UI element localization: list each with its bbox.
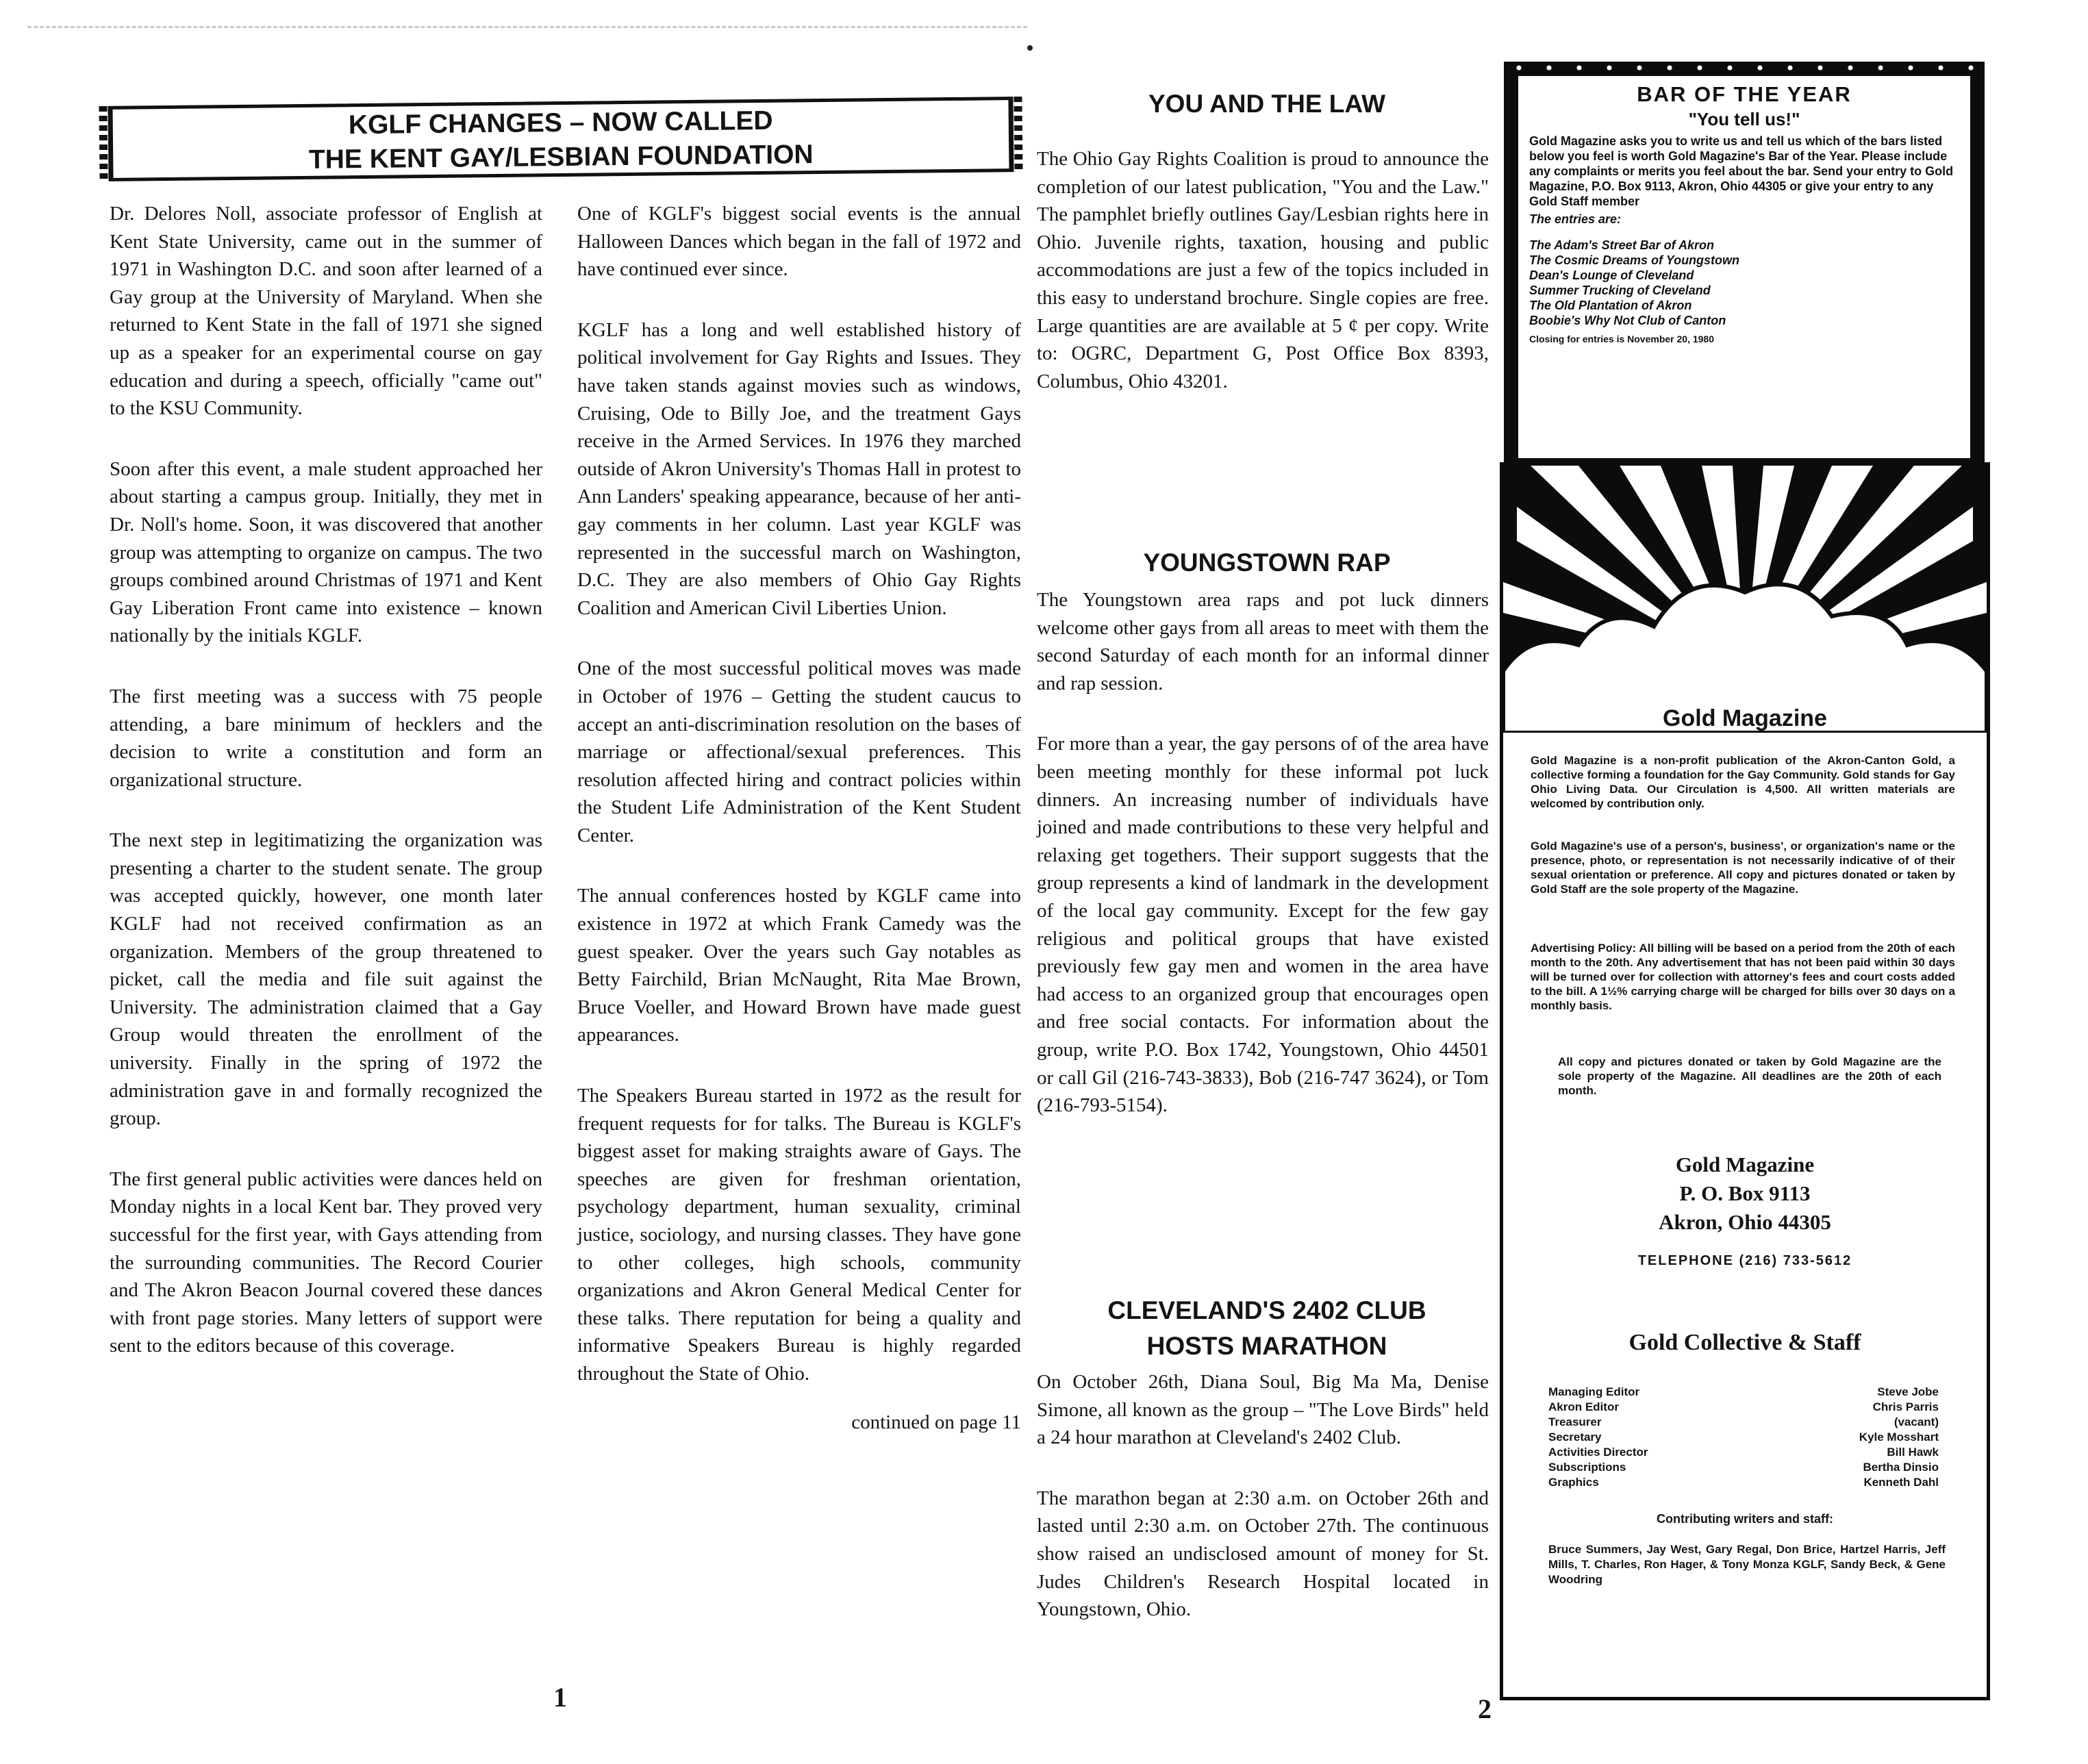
contributors-label: Contributing writers and staff: [1657, 1512, 1833, 1526]
bar-of-the-year-box [1504, 62, 1985, 473]
staff-row [1548, 1475, 1939, 1490]
staff-list [1548, 1385, 1939, 1490]
gold-telephone: TELEPHONE (216) 733-5612 [1637, 1253, 1852, 1268]
left-column-1 [110, 200, 542, 1393]
staff-role: Managing Editor [1548, 1385, 1640, 1398]
law-article [1037, 145, 1489, 428]
address-city: Akron, Ohio 44305 [1659, 1210, 1831, 1234]
bar-of-the-year-panel [1516, 74, 1972, 460]
gold-magazine-masthead-box [1500, 462, 1990, 1700]
staff-row [1548, 1385, 1939, 1400]
staff-row [1548, 1400, 1939, 1415]
gold-description: Gold Magazine is a non-profit publication of the Akron-Canton Gold, a collective forming a foundation for the Gay Community. Gold stands for Gay Ohio Living Data. Our Circulation is 4,500. All written materials are welcomed by contribution only. [1531, 754, 1955, 810]
staff-row [1548, 1460, 1939, 1475]
staff-name: Chris Parris [1872, 1400, 1939, 1413]
bar-entry: Summer Trucking of Cleveland [1529, 284, 1711, 297]
bar-of-the-year-subtitle: "You tell us!" [1688, 109, 1800, 129]
col1-paragraph: Dr. Delores Noll, associate professor of English at Kent State University, came out in the summer of 1971 in Washington D.C. and soon after learned of a Gay group at the University of Maryland. When she returned to Kent State in the fall of 1971 she signed up as a speaker for an experimental course on gay education and during a speech, officially "came out" to the KSU Community. [110, 203, 542, 420]
address-box: P. O. Box 9113 [1679, 1181, 1811, 1205]
banner-line-1: KGLF CHANGES – NOW CALLED [348, 105, 773, 140]
club-article [1037, 1368, 1489, 1656]
club-paragraph: The marathon began at 2:30 a.m. on October 26th and lasted until 2:30 a.m. on October 27th. The continuous show raised an undisclosed amount of money for St. Judes Children's Research Hospital located in Youngstown, Ohio. [1037, 1487, 1489, 1621]
bar-entry: The Old Plantation of Akron [1529, 299, 1692, 312]
decorative-dot-border-top [1504, 62, 1985, 74]
law-text: The Ohio Gay Rights Coalition is proud to announce the completion of our latest publication, "You and the Law." The pamphlet briefly outlines Gay/Lesbian rights here in Ohio. Juvenile rights, taxation, housing and public accommodations are just a few of the topics included in this easy to understand brochure. Single copies are free. Large quantities are are available at 5 ¢ per copy. Write to: OGRC, Department G, Post Office Box 8393, Columbus, Ohio 43201. [1037, 148, 1489, 392]
page-number-right: 2 [1478, 1693, 1492, 1724]
col2-paragraph: The annual conferences hosted by KGLF came into existence in 1972 at which Frank Camedy was the guest speaker. Over the years such Gay notables as Betty Fairchild, Brian McNaught, Rita Mae Brown, Bruce Voeller, and Howard Brown have made guest appearances. [577, 885, 1021, 1046]
entries-label: The entries are: [1529, 212, 1622, 226]
bar-of-the-year-title: BAR OF THE YEAR [1637, 82, 1852, 106]
bar-of-the-year-instructions: Gold Magazine asks you to write us and tell us which of the bars listed below you feel is worth Gold Magazine's Bar of the Year. Please include any complaints or merits you feel about the bar. Send your entry to Gold Magazine, P.O. Box 9113, Akron, Ohio 44305 or give your entry to any Gold Staff member [1529, 134, 1954, 208]
rap-paragraph: For more than a year, the gay persons of of the area have been meeting monthly for these informal pot luck dinners. An increasing number of individuals have joined and made contributions to these very helpful and relaxing get togethers. Their support suggests that the group represents a kind of landmark in the development of the local gay community. Except for the few gay religious and political groups that have existed previously few gay men and women in the area have had access to an organized group that encourages open and free social contacts. For information about the group, write P.O. Box 1742, Youngstown, Ohio 44501 or call Gil (216-743-3833), Bob (216-747 3624), or Tom (216-793-5154). [1037, 733, 1489, 1117]
rap-article [1037, 586, 1489, 1152]
gold-magazine-title: Gold Magazine [1663, 705, 1827, 731]
entries-closing-date: Closing for entries is November 20, 1980 [1529, 333, 1714, 344]
col2-paragraph: KGLF has a long and well established history of political involvement for Gay Rights and Issues. They have taken stands against movies such as windows, Cruising, Ode to Billy Joe, and the treatment Gays receive in the Armed Services. In 1976 they marched outside of Akron University's Thomas Hall in protest to Ann Landers' speaking appearance, because of her anti-gay comments in her column. Last year KGLF was represented in the successful march on Washington, D.C. They are also members of Ohio Gay Rights Coalition and American Civil Liberties Union. [577, 318, 1021, 619]
bar-entry: Dean's Lounge of Cleveland [1529, 268, 1694, 282]
law-headline: YOU AND THE LAW [1148, 90, 1385, 118]
col2-paragraph: One of KGLF's biggest social events is the annual Halloween Dances which began in the fall of 1972 and have continued ever since. [577, 203, 1021, 281]
rap-headline: YOUNGSTOWN RAP [1143, 549, 1391, 577]
contributors-list: Bruce Summers, Jay West, Gary Regal, Don Brice, Hartzel Harris, Jeff Mills, T. Charles, Ron Hager, & Tony Monza KGLF, Sandy Beck, & Gene Woodring [1548, 1543, 1946, 1586]
staff-role: Secretary [1548, 1431, 1602, 1444]
continued-note: continued on page 11 [851, 1411, 1021, 1433]
staff-row [1548, 1430, 1939, 1445]
col1-paragraph: Soon after this event, a male student approached her about starting a campus group. Initially, they met in Dr. Noll's home. Soon, it was discovered that another group was attempting to organize on campus. The two groups combined around Christmas of 1971 and Kent Gay Liberation Front came into existence – known nationally by the initials KGLF. [110, 457, 542, 647]
gold-disclaimer: Gold Magazine's use of a person's, business', or organization's name or the presence, photo, or representation is not necessarily indicative of of their sexual orientation or preference. All copy and pictures donated or taken by Gold Staff are the sole property of the Magazine. [1531, 840, 1955, 896]
staff-row [1548, 1415, 1939, 1430]
banner-line-2: THE KENT GAY/LESBIAN FOUNDATION [308, 140, 814, 175]
staff-name: Kyle Mosshart [1859, 1431, 1939, 1444]
page-number-left: 1 [553, 1682, 567, 1713]
staff-row [1548, 1445, 1939, 1460]
club-headline [1034, 1293, 1500, 1364]
scan-artifact-line [27, 26, 1027, 28]
staff-role: Akron Editor [1548, 1400, 1619, 1413]
club-headline-line-1: CLEVELAND'S 2402 CLUB [1107, 1296, 1426, 1324]
left-column-2 [577, 200, 1021, 1469]
scan-artifact-dot [1027, 45, 1033, 51]
gold-advertising-policy: Advertising Policy: All billing will be based on a period from the 20th of each month to the 20th. Any advertisement that has not been paid within 30 days will be turned over for collection with attorney's fees and court costs added to the bill. A 1½% carrying charge will be charged for bills over 30 days on a monthly basis. [1531, 942, 1955, 1012]
address-name: Gold Magazine [1675, 1152, 1815, 1176]
rap-paragraph: The Youngstown area raps and pot luck dinners welcome other gays from all areas to meet with them the second Saturday of each month for an informal dinner and rap session. [1037, 589, 1489, 694]
gold-address [1503, 1150, 1987, 1237]
col1-paragraph: The next step in legitimatizing the organization was presenting a charter to the student senate. The group was accepted quickly, however, one month later KGLF had not received confirmation as an organization. Members of the group threatened to picket, call the media and file suit against the University. The administration claimed that a Gay Group would threaten the enrollment of the university. Finally in the spring of 1972 the administration gave in and formally recognized the group. [110, 829, 542, 1130]
gold-copy-note: All copy and pictures donated or taken by Gold Magazine are the sole property of the Magazine. All deadlines are the 20th of each month. [1558, 1055, 1941, 1097]
staff-name: Bill Hawk [1887, 1446, 1939, 1459]
staff-role: Graphics [1548, 1476, 1599, 1489]
col1-paragraph: The first general public activities were dances held on Monday nights in a local Kent bar. They proved very successful for the first year, with Gays attending from the surrounding communities. The Record Courier and The Akron Beacon Journal covered these dances with front page stories. Many letters of support were sent to the editors because of this coverage. [110, 1168, 542, 1357]
bar-entry: The Adam's Street Bar of Akron [1529, 238, 1714, 252]
bar-entry: The Cosmic Dreams of Youngstown [1529, 253, 1740, 267]
kglf-banner-headline [108, 97, 1014, 181]
staff-name: Kenneth Dahl [1863, 1476, 1939, 1489]
col1-paragraph: The first meeting was a success with 75 people attending, a bare minimum of hecklers and the decision to write a constitution and form an organizational structure. [110, 685, 542, 791]
club-paragraph: On October 26th, Diana Soul, Big Ma Ma, Denise Simone, all known as the group – "The Love Birds" held a 24 hour marathon at Cleveland's 2402 Club. [1037, 1371, 1489, 1449]
staff-name: Bertha Dinsio [1863, 1461, 1939, 1474]
staff-name: (vacant) [1894, 1415, 1939, 1428]
col2-paragraph: One of the most successful political moves was made in October of 1976 – Getting the student caucus to accept an anti-discrimination resolution on the bases of marriage or affectional/sexual preferences. This resolution affected hiring and contract policies within the Student Life Administration of the Kent Student Center. [577, 657, 1021, 846]
collective-title: Gold Collective & Staff [1628, 1330, 1861, 1355]
staff-name: Steve Jobe [1877, 1385, 1939, 1398]
club-headline-line-2: HOSTS MARATHON [1146, 1332, 1387, 1360]
col2-paragraph: The Speakers Bureau started in 1972 as the result for frequent requests for for talks. The Bureau is KGLF's biggest asset for making straights aware of Gays. The speeches are given for freshman orientation, psychology department, human sexuality, criminal justice, sociology, and nursing classes. They have gone to other colleges, high schools, community organizations and Akron General Medical Center for these talks. There reputation for being a quality and informative Speakers Bureau is highly regarded throughout the State of Ohio. [577, 1085, 1021, 1385]
staff-role: Activities Director [1548, 1446, 1648, 1459]
staff-role: Subscriptions [1548, 1461, 1626, 1474]
bar-entries-list [1529, 238, 1959, 328]
staff-role: Treasurer [1548, 1415, 1602, 1428]
sunburst-illustration [1503, 466, 1987, 733]
bar-entry: Boobie's Why Not Club of Canton [1529, 314, 1726, 327]
